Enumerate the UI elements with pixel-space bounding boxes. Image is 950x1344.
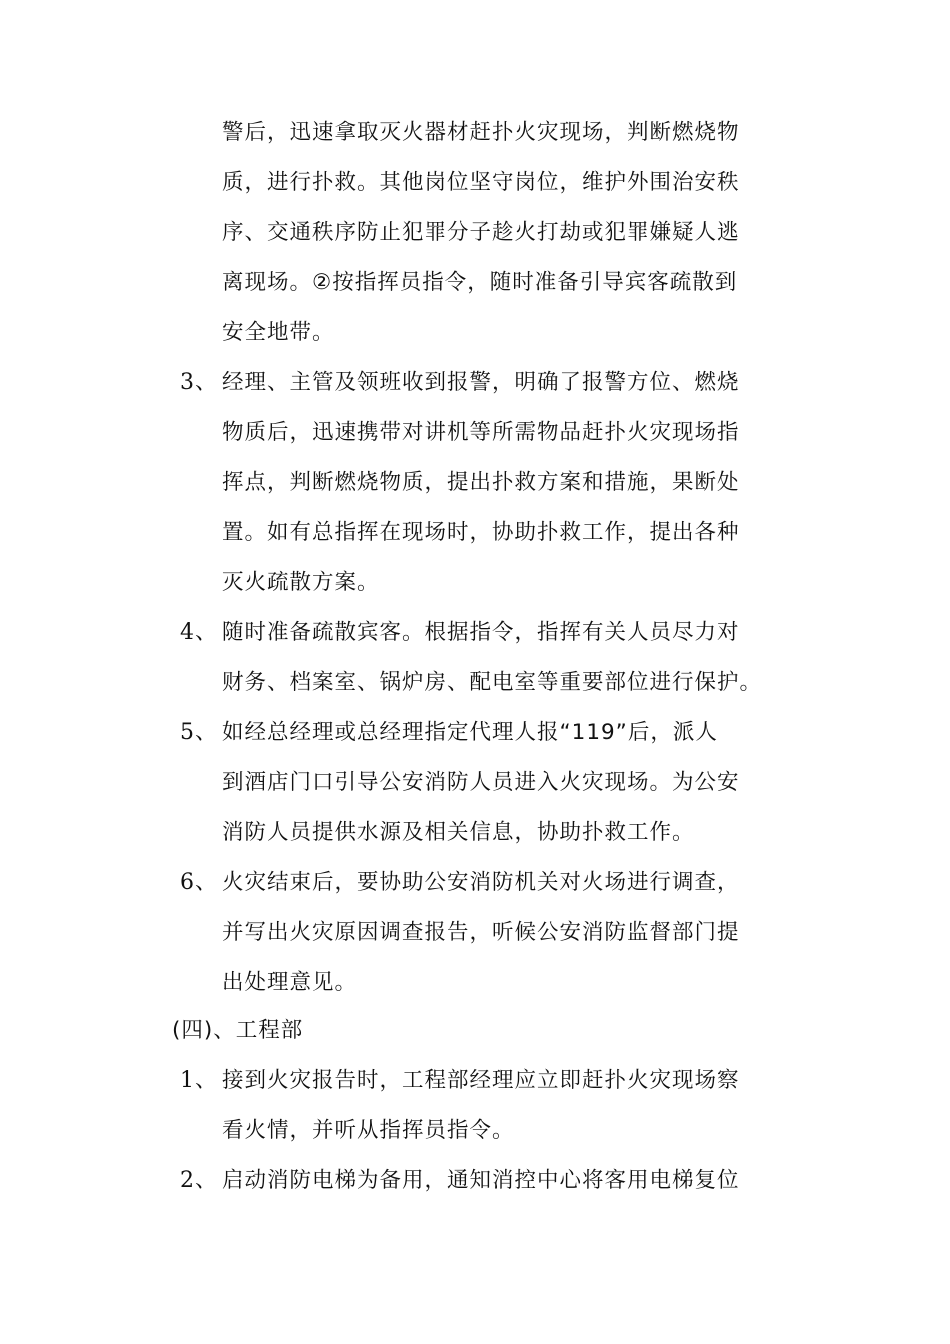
list-item	[0, 1156, 950, 1206]
text-line	[0, 908, 950, 958]
line-text: 质，进行扑救。其他岗位坚守岗位，维护外围治安秩	[222, 170, 740, 195]
line-text: 火灾结束后，要协助公安消防机关对火场进行调查，	[222, 870, 740, 895]
line-text: 接到火灾报告时，工程部经理应立即赶扑火灾现场察	[222, 1068, 740, 1093]
text-line	[0, 208, 950, 258]
line-text: 灭火疏散方案。	[222, 570, 380, 595]
item-number: 4、	[180, 620, 218, 645]
text-line	[0, 658, 950, 708]
text-line	[0, 958, 950, 1008]
item-number: 1、	[180, 1068, 218, 1093]
line-text: 经理、主管及领班收到报警，明确了报警方位、燃烧	[222, 370, 740, 395]
line-text: 并写出火灾原因调查报告，听候公安消防监督部门提	[222, 920, 740, 945]
text-line	[0, 808, 950, 858]
line-text: 警后，迅速拿取灭火器材赶扑火灾现场，判断燃烧物	[222, 120, 740, 145]
item-number: 6、	[180, 870, 218, 895]
list-item	[0, 708, 950, 758]
text-line	[0, 408, 950, 458]
text-line	[0, 758, 950, 808]
line-text: 财务、档案室、锅炉房、配电室等重要部位进行保护。	[222, 670, 763, 695]
line-text: 消防人员提供水源及相关信息，协助扑救工作。	[222, 820, 695, 845]
text-line	[0, 508, 950, 558]
list-item	[0, 608, 950, 658]
line-text: 到酒店门口引导公安消防人员进入火灾现场。为公安	[222, 770, 740, 795]
item-number: 2、	[180, 1168, 218, 1193]
text-line	[0, 1106, 950, 1156]
item-number: 3、	[180, 370, 218, 395]
text-line	[0, 458, 950, 508]
list-item	[0, 858, 950, 908]
section-heading-row	[0, 1006, 950, 1056]
text-line	[0, 258, 950, 308]
item-number: 5、	[180, 720, 218, 745]
text-line	[0, 308, 950, 358]
line-text: 安全地带。	[222, 320, 335, 345]
text-line	[0, 158, 950, 208]
line-text: 看火情，并听从指挥员指令。	[222, 1118, 515, 1143]
line-text: 序、交通秩序防止犯罪分子趁火打劫或犯罪嫌疑人逃	[222, 220, 740, 245]
line-text: 挥点，判断燃烧物质，提出扑救方案和措施，果断处	[222, 470, 740, 495]
line-text: 物质后，迅速携带对讲机等所需物品赶扑火灾现场指	[222, 420, 740, 445]
line-text: 如经总经理或总经理指定代理人报“119”后，派人	[222, 720, 718, 745]
text-line	[0, 558, 950, 608]
line-text: 置。如有总指挥在现场时，协助扑救工作，提出各种	[222, 520, 740, 545]
line-text: 离现场。②按指挥员指令，随时准备引导宾客疏散到	[222, 270, 738, 295]
line-text: 随时准备疏散宾客。根据指令，指挥有关人员尽力对	[222, 620, 740, 645]
list-item	[0, 1056, 950, 1106]
list-item	[0, 358, 950, 408]
line-text: 启动消防电梯为备用，通知消控中心将客用电梯复位	[222, 1168, 740, 1193]
text-line	[0, 108, 950, 158]
line-text: 出处理意见。	[222, 970, 358, 995]
section-heading: (四)、工程部	[172, 1018, 304, 1043]
